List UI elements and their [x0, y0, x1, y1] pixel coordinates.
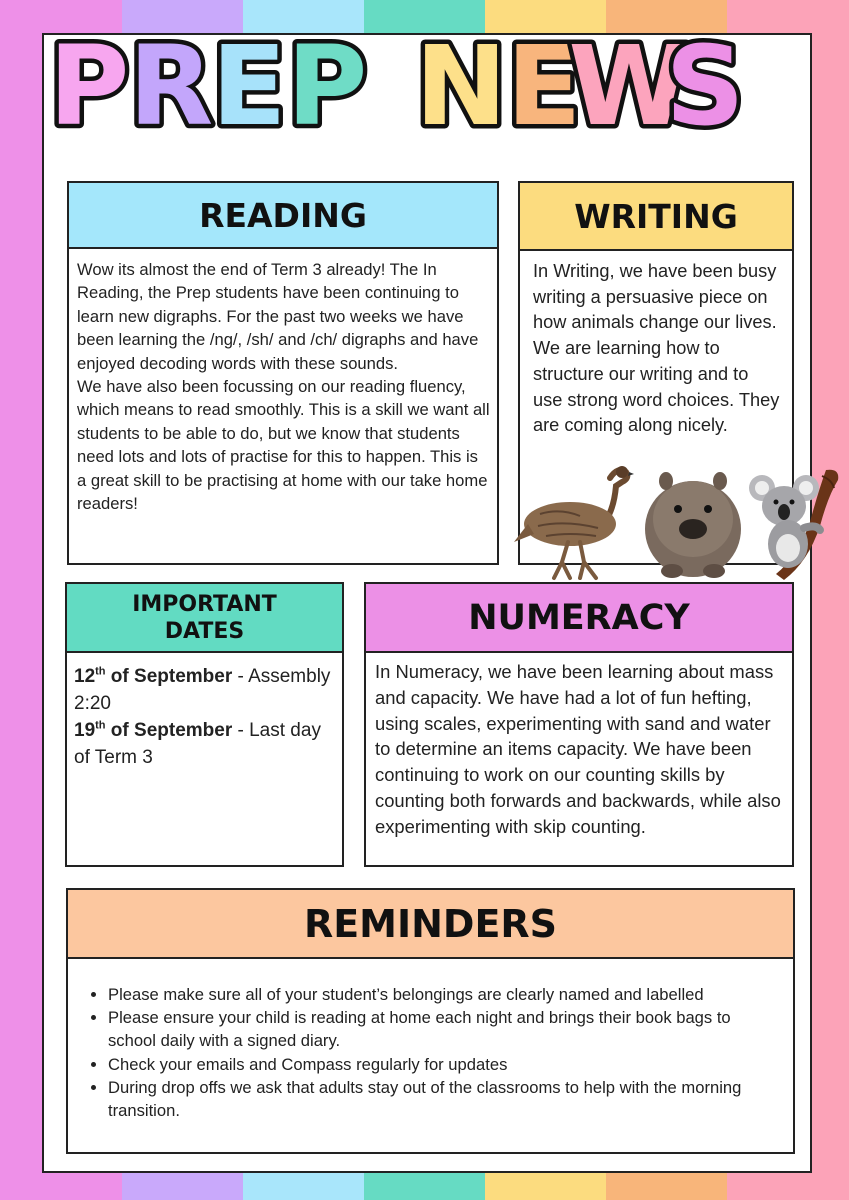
reading-heading: READING — [69, 183, 497, 249]
date-month: of September — [105, 720, 233, 741]
title-letter: R — [128, 22, 212, 150]
date-label — [74, 666, 232, 687]
bottom-color-band — [606, 1170, 727, 1200]
date-suffix: th — [95, 665, 106, 678]
title-letter: P — [286, 22, 366, 150]
reading-paragraph: Wow its almost the end of Term 3 already! The In Reading, the Prep students have been continuing to learn new digraphs. For the past two weeks we have been learning the /ng/, /sh/ and /ch/ digraphs and have enjoyed decoding words with these sounds. — [77, 260, 479, 373]
writing-heading: WRITING — [520, 183, 792, 251]
date-item — [74, 717, 336, 771]
title-letter: S — [665, 22, 743, 150]
writing-body: In Writing, we have been busy writing a persuasive piece on how animals change our lives. We are learning how to structure our writing and to use strong word choices. They are coming along nicely. — [533, 261, 780, 436]
bottom-color-band — [485, 1170, 606, 1200]
numeracy-section — [364, 582, 794, 867]
reading-body — [69, 249, 497, 563]
bottom-color-band — [243, 1170, 364, 1200]
numeracy-heading: NUMERACY — [366, 584, 792, 653]
reminder-item: • Check your emails and Compass regularly for updates — [108, 1053, 763, 1076]
reminders-heading: REMINDERS — [68, 890, 793, 959]
reminders-list — [88, 983, 763, 1122]
wombat-illustration — [640, 463, 746, 581]
newsletter-title — [40, 20, 743, 150]
date-item — [74, 663, 336, 717]
date-month: of September — [105, 666, 233, 687]
title-letter: P — [48, 22, 128, 150]
date-day: 12 — [74, 666, 96, 687]
title-letter: N — [414, 22, 506, 150]
title-letter: W — [568, 22, 688, 150]
date-detail: - Last day of Term 3 — [74, 720, 321, 768]
reading-paragraph: We have also been focussing on our reading fluency, which means to read smoothly. This is a skill we want all students to be able to do, but we know that students need lots and lots of practise for this to happen. This is a great skill to be practising at home with our take home readers! — [77, 377, 490, 514]
date-detail: - Assembly 2:20 — [74, 666, 331, 714]
reading-section — [67, 181, 499, 565]
important-dates-heading: IMPORTANT DATES — [67, 584, 342, 653]
reminders-section — [66, 888, 795, 1154]
title-lettering — [40, 20, 743, 150]
reminders-body — [68, 959, 793, 1152]
date-suffix: th — [95, 719, 106, 732]
koala-illustration — [748, 466, 844, 582]
numeracy-body: In Numeracy, we have been learning about mass and capacity. We have had a lot of fun hefting, using scales, experimenting with sand and water to determine an items capacity. We have been continuing to work on our counting skills by counting both forwards and backwards, while also experimenting with skip counting. — [375, 661, 781, 837]
date-day: 19 — [74, 720, 96, 741]
important-dates-body — [67, 653, 342, 865]
important-dates-section — [65, 582, 344, 867]
reminder-item: • Please ensure your child is reading at home each night and brings their book bags to school daily with a signed diary. — [108, 1006, 763, 1052]
title-letter: E — [506, 22, 580, 150]
date-label — [74, 720, 232, 741]
emu-illustration — [510, 458, 634, 582]
title-letter: E — [211, 22, 285, 150]
bottom-color-band — [122, 1170, 243, 1200]
reminder-item: • During drop offs we ask that adults stay out of the classrooms to help with the morning transition. — [108, 1076, 763, 1122]
reminder-item: • Please make sure all of your student’s belongings are clearly named and labelled — [108, 983, 763, 1006]
bottom-color-band — [364, 1170, 485, 1200]
